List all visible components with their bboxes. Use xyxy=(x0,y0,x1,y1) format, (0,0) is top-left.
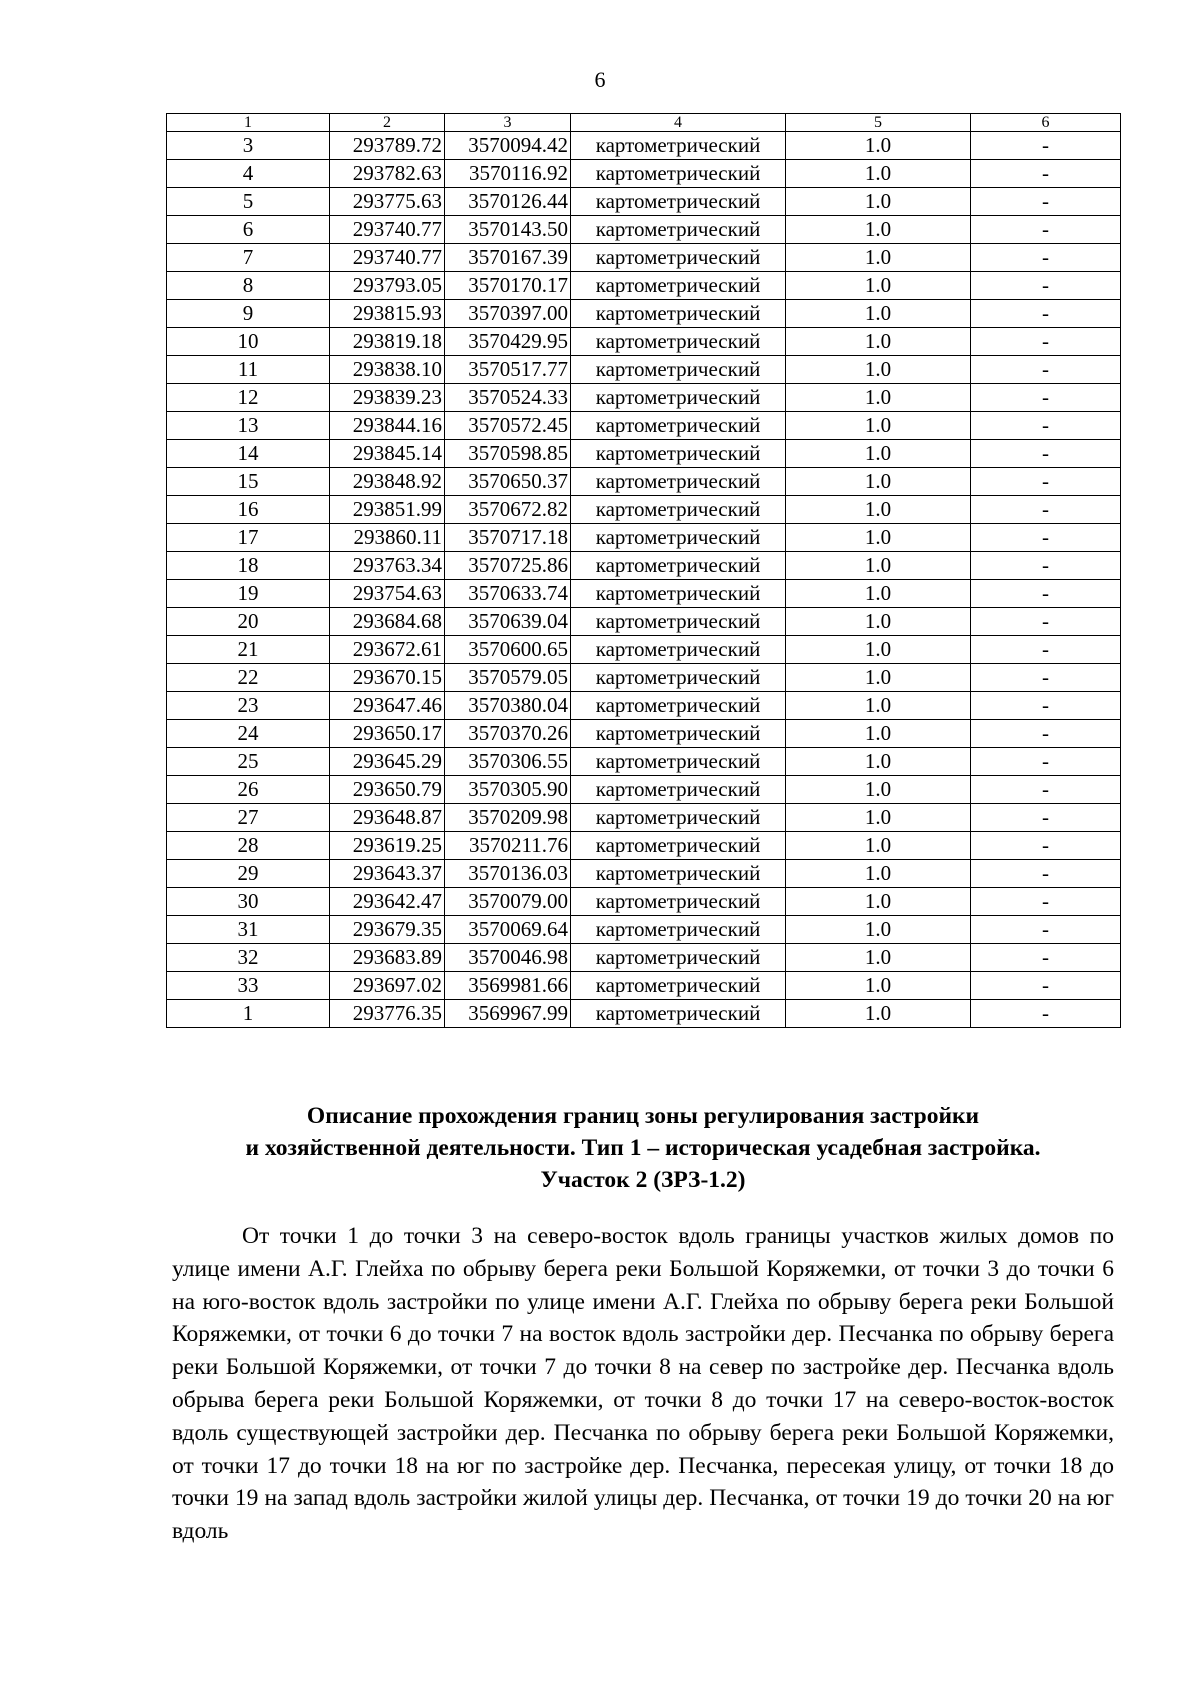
y-coordinate-cell: 3570069.64 xyxy=(445,916,571,944)
method-cell: картометрический xyxy=(571,468,786,496)
heading-line: и хозяйственной деятельности. Тип 1 – историческая усадебная застройка. xyxy=(245,1135,1041,1161)
method-cell: картометрический xyxy=(571,888,786,916)
note-cell: - xyxy=(971,636,1121,664)
column-header: 1 xyxy=(167,114,330,132)
y-coordinate-cell: 3570517.77 xyxy=(445,356,571,384)
note-cell: - xyxy=(971,356,1121,384)
accuracy-cell: 1.0 xyxy=(786,132,971,160)
column-header: 3 xyxy=(445,114,571,132)
x-coordinate-cell: 293672.61 xyxy=(330,636,445,664)
point-number-cell: 33 xyxy=(167,972,330,1000)
table-row xyxy=(167,692,1121,720)
accuracy-cell: 1.0 xyxy=(786,720,971,748)
table-row xyxy=(167,468,1121,496)
note-cell: - xyxy=(971,384,1121,412)
note-cell: - xyxy=(971,328,1121,356)
table-row xyxy=(167,216,1121,244)
table-row xyxy=(167,720,1121,748)
y-coordinate-cell: 3570650.37 xyxy=(445,468,571,496)
accuracy-cell: 1.0 xyxy=(786,300,971,328)
method-cell: картометрический xyxy=(571,412,786,440)
method-cell: картометрический xyxy=(571,160,786,188)
note-cell: - xyxy=(971,580,1121,608)
point-number-cell: 9 xyxy=(167,300,330,328)
accuracy-cell: 1.0 xyxy=(786,636,971,664)
table-row xyxy=(167,384,1121,412)
note-cell: - xyxy=(971,832,1121,860)
accuracy-cell: 1.0 xyxy=(786,244,971,272)
x-coordinate-cell: 293684.68 xyxy=(330,608,445,636)
accuracy-cell: 1.0 xyxy=(786,496,971,524)
page-number: 6 xyxy=(594,67,606,92)
accuracy-cell: 1.0 xyxy=(786,916,971,944)
x-coordinate-cell: 293643.37 xyxy=(330,860,445,888)
accuracy-cell: 1.0 xyxy=(786,440,971,468)
y-coordinate-cell: 3570600.65 xyxy=(445,636,571,664)
point-number-cell: 20 xyxy=(167,608,330,636)
y-coordinate-cell: 3570126.44 xyxy=(445,188,571,216)
accuracy-cell: 1.0 xyxy=(786,188,971,216)
note-cell: - xyxy=(971,720,1121,748)
y-coordinate-cell: 3570598.85 xyxy=(445,440,571,468)
note-cell: - xyxy=(971,860,1121,888)
note-cell: - xyxy=(971,972,1121,1000)
y-coordinate-cell: 3570094.42 xyxy=(445,132,571,160)
table-row xyxy=(167,132,1121,160)
point-number-cell: 30 xyxy=(167,888,330,916)
y-coordinate-cell: 3569967.99 xyxy=(445,1000,571,1028)
y-coordinate-cell: 3570305.90 xyxy=(445,776,571,804)
method-cell: картометрический xyxy=(571,804,786,832)
note-cell: - xyxy=(971,664,1121,692)
accuracy-cell: 1.0 xyxy=(786,272,971,300)
method-cell: картометрический xyxy=(571,524,786,552)
point-number-cell: 8 xyxy=(167,272,330,300)
table-row xyxy=(167,916,1121,944)
note-cell: - xyxy=(971,916,1121,944)
point-number-cell: 15 xyxy=(167,468,330,496)
method-cell: картометрический xyxy=(571,832,786,860)
accuracy-cell: 1.0 xyxy=(786,748,971,776)
y-coordinate-cell: 3570116.92 xyxy=(445,160,571,188)
point-number-cell: 11 xyxy=(167,356,330,384)
point-number-cell: 18 xyxy=(167,552,330,580)
method-cell: картометрический xyxy=(571,440,786,468)
point-number-cell: 28 xyxy=(167,832,330,860)
y-coordinate-cell: 3570524.33 xyxy=(445,384,571,412)
method-cell: картометрический xyxy=(571,664,786,692)
point-number-cell: 22 xyxy=(167,664,330,692)
y-coordinate-cell: 3570167.39 xyxy=(445,244,571,272)
point-number-cell: 19 xyxy=(167,580,330,608)
accuracy-cell: 1.0 xyxy=(786,216,971,244)
table-row xyxy=(167,356,1121,384)
y-coordinate-cell: 3570170.17 xyxy=(445,272,571,300)
note-cell: - xyxy=(971,944,1121,972)
note-cell: - xyxy=(971,748,1121,776)
note-cell: - xyxy=(971,440,1121,468)
point-number-cell: 7 xyxy=(167,244,330,272)
accuracy-cell: 1.0 xyxy=(786,552,971,580)
point-number-cell: 29 xyxy=(167,860,330,888)
method-cell: картометрический xyxy=(571,916,786,944)
note-cell: - xyxy=(971,496,1121,524)
method-cell: картометрический xyxy=(571,1000,786,1028)
x-coordinate-cell: 293642.47 xyxy=(330,888,445,916)
y-coordinate-cell: 3570572.45 xyxy=(445,412,571,440)
accuracy-cell: 1.0 xyxy=(786,832,971,860)
point-number-cell: 5 xyxy=(167,188,330,216)
y-coordinate-cell: 3570429.95 xyxy=(445,328,571,356)
note-cell: - xyxy=(971,804,1121,832)
table-row xyxy=(167,580,1121,608)
accuracy-cell: 1.0 xyxy=(786,160,971,188)
table-row xyxy=(167,944,1121,972)
x-coordinate-cell: 293619.25 xyxy=(330,832,445,860)
table-row xyxy=(167,1000,1121,1028)
note-cell: - xyxy=(971,524,1121,552)
note-cell: - xyxy=(971,468,1121,496)
note-cell: - xyxy=(971,888,1121,916)
point-number-cell: 4 xyxy=(167,160,330,188)
accuracy-cell: 1.0 xyxy=(786,664,971,692)
point-number-cell: 17 xyxy=(167,524,330,552)
column-header: 2 xyxy=(330,114,445,132)
accuracy-cell: 1.0 xyxy=(786,468,971,496)
point-number-cell: 13 xyxy=(167,412,330,440)
table-row xyxy=(167,748,1121,776)
method-cell: картометрический xyxy=(571,300,786,328)
method-cell: картометрический xyxy=(571,748,786,776)
y-coordinate-cell: 3570211.76 xyxy=(445,832,571,860)
x-coordinate-cell: 293647.46 xyxy=(330,692,445,720)
note-cell: - xyxy=(971,776,1121,804)
note-cell: - xyxy=(971,692,1121,720)
accuracy-cell: 1.0 xyxy=(786,944,971,972)
x-coordinate-cell: 293860.11 xyxy=(330,524,445,552)
x-coordinate-cell: 293679.35 xyxy=(330,916,445,944)
accuracy-cell: 1.0 xyxy=(786,692,971,720)
method-cell: картометрический xyxy=(571,860,786,888)
accuracy-cell: 1.0 xyxy=(786,580,971,608)
y-coordinate-cell: 3570397.00 xyxy=(445,300,571,328)
note-cell: - xyxy=(971,272,1121,300)
accuracy-cell: 1.0 xyxy=(786,776,971,804)
point-number-cell: 24 xyxy=(167,720,330,748)
x-coordinate-cell: 293754.63 xyxy=(330,580,445,608)
column-header: 5 xyxy=(786,114,971,132)
y-coordinate-cell: 3569981.66 xyxy=(445,972,571,1000)
table-row xyxy=(167,804,1121,832)
column-header: 4 xyxy=(571,114,786,132)
note-cell: - xyxy=(971,188,1121,216)
table-row xyxy=(167,244,1121,272)
x-coordinate-cell: 293845.14 xyxy=(330,440,445,468)
x-coordinate-cell: 293670.15 xyxy=(330,664,445,692)
x-coordinate-cell: 293776.35 xyxy=(330,1000,445,1028)
y-coordinate-cell: 3570136.03 xyxy=(445,860,571,888)
method-cell: картометрический xyxy=(571,356,786,384)
method-cell: картометрический xyxy=(571,384,786,412)
accuracy-cell: 1.0 xyxy=(786,412,971,440)
point-number-cell: 23 xyxy=(167,692,330,720)
method-cell: картометрический xyxy=(571,552,786,580)
y-coordinate-cell: 3570579.05 xyxy=(445,664,571,692)
x-coordinate-cell: 293819.18 xyxy=(330,328,445,356)
y-coordinate-cell: 3570633.74 xyxy=(445,580,571,608)
x-coordinate-cell: 293851.99 xyxy=(330,496,445,524)
x-coordinate-cell: 293645.29 xyxy=(330,748,445,776)
x-coordinate-cell: 293848.92 xyxy=(330,468,445,496)
point-number-cell: 6 xyxy=(167,216,330,244)
method-cell: картометрический xyxy=(571,636,786,664)
accuracy-cell: 1.0 xyxy=(786,608,971,636)
table-row xyxy=(167,664,1121,692)
accuracy-cell: 1.0 xyxy=(786,384,971,412)
y-coordinate-cell: 3570209.98 xyxy=(445,804,571,832)
point-number-cell: 16 xyxy=(167,496,330,524)
heading-line: Описание прохождения границ зоны регулирования застройки xyxy=(306,1103,980,1129)
note-cell: - xyxy=(971,160,1121,188)
table-row xyxy=(167,636,1121,664)
method-cell: картометрический xyxy=(571,188,786,216)
point-number-cell: 12 xyxy=(167,384,330,412)
table-row xyxy=(167,496,1121,524)
note-cell: - xyxy=(971,132,1121,160)
table-row xyxy=(167,300,1121,328)
table-row xyxy=(167,888,1121,916)
method-cell: картометрический xyxy=(571,328,786,356)
y-coordinate-cell: 3570370.26 xyxy=(445,720,571,748)
x-coordinate-cell: 293740.77 xyxy=(330,216,445,244)
x-coordinate-cell: 293650.79 xyxy=(330,776,445,804)
note-cell: - xyxy=(971,300,1121,328)
method-cell: картометрический xyxy=(571,496,786,524)
accuracy-cell: 1.0 xyxy=(786,524,971,552)
y-coordinate-cell: 3570725.86 xyxy=(445,552,571,580)
method-cell: картометрический xyxy=(571,272,786,300)
note-cell: - xyxy=(971,412,1121,440)
y-coordinate-cell: 3570672.82 xyxy=(445,496,571,524)
x-coordinate-cell: 293782.63 xyxy=(330,160,445,188)
y-coordinate-cell: 3570380.04 xyxy=(445,692,571,720)
x-coordinate-cell: 293844.16 xyxy=(330,412,445,440)
point-number-cell: 31 xyxy=(167,916,330,944)
point-number-cell: 1 xyxy=(167,1000,330,1028)
x-coordinate-cell: 293793.05 xyxy=(330,272,445,300)
column-header: 6 xyxy=(971,114,1121,132)
note-cell: - xyxy=(971,552,1121,580)
table-row xyxy=(167,328,1121,356)
x-coordinate-cell: 293683.89 xyxy=(330,944,445,972)
table-row xyxy=(167,524,1121,552)
x-coordinate-cell: 293839.23 xyxy=(330,384,445,412)
x-coordinate-cell: 293650.17 xyxy=(330,720,445,748)
table-header-row xyxy=(167,114,1121,132)
accuracy-cell: 1.0 xyxy=(786,356,971,384)
method-cell: картометрический xyxy=(571,692,786,720)
point-number-cell: 14 xyxy=(167,440,330,468)
point-number-cell: 27 xyxy=(167,804,330,832)
point-number-cell: 10 xyxy=(167,328,330,356)
x-coordinate-cell: 293648.87 xyxy=(330,804,445,832)
accuracy-cell: 1.0 xyxy=(786,804,971,832)
x-coordinate-cell: 293697.02 xyxy=(330,972,445,1000)
table-row xyxy=(167,860,1121,888)
method-cell: картометрический xyxy=(571,720,786,748)
table-body xyxy=(167,132,1121,1028)
x-coordinate-cell: 293763.34 xyxy=(330,552,445,580)
y-coordinate-cell: 3570143.50 xyxy=(445,216,571,244)
y-coordinate-cell: 3570306.55 xyxy=(445,748,571,776)
method-cell: картометрический xyxy=(571,776,786,804)
table-row xyxy=(167,552,1121,580)
x-coordinate-cell: 293838.10 xyxy=(330,356,445,384)
coordinates-table xyxy=(166,113,1121,1028)
table-row xyxy=(167,440,1121,468)
accuracy-cell: 1.0 xyxy=(786,1000,971,1028)
x-coordinate-cell: 293789.72 xyxy=(330,132,445,160)
note-cell: - xyxy=(971,608,1121,636)
table-row xyxy=(167,160,1121,188)
x-coordinate-cell: 293775.63 xyxy=(330,188,445,216)
table-row xyxy=(167,608,1121,636)
heading-line: Участок 2 (ЗРЗ-1.2) xyxy=(540,1167,746,1193)
point-number-cell: 21 xyxy=(167,636,330,664)
table-row xyxy=(167,188,1121,216)
point-number-cell: 32 xyxy=(167,944,330,972)
table-row xyxy=(167,412,1121,440)
method-cell: картометрический xyxy=(571,132,786,160)
table-row xyxy=(167,972,1121,1000)
x-coordinate-cell: 293815.93 xyxy=(330,300,445,328)
method-cell: картометрический xyxy=(571,216,786,244)
y-coordinate-cell: 3570639.04 xyxy=(445,608,571,636)
accuracy-cell: 1.0 xyxy=(786,860,971,888)
method-cell: картометрический xyxy=(571,972,786,1000)
note-cell: - xyxy=(971,1000,1121,1028)
description-paragraph: От точки 1 до точки 3 на северо-восток вдоль границы участков жилых домов по улице имени А.Г. Глейха по обрыву берега реки Большой Коряжемки, от точки 3 до точки 6 на юго-восток вдоль застройки по улице имени А.Г. Глейха по обрыву берега реки Большой Коряжемки, от точки 6 до точки 7 на восток вдоль застройки дер. Песчанка по обрыву берега реки Большой Коряжемки, от точки 7 до точки 8 на север по застройке дер. Песчанка вдоль обрыва берега реки Большой Коряжемки, от точки 8 до точки 17 на северо-восток-восток вдоль существующей застройки дер. Песчанка по обрыву берега реки Большой Коряжемки, от точки 17 до точки 18 на юг по застройке дер. Песчанка, пересекая улицу, от точки 18 до точки 19 на запад вдоль застройки жилой улицы дер. Песчанка, от точки 19 до точки 20 на юг вдоль xyxy=(172,1223,1114,1545)
y-coordinate-cell: 3570046.98 xyxy=(445,944,571,972)
method-cell: картометрический xyxy=(571,244,786,272)
table-row xyxy=(167,776,1121,804)
y-coordinate-cell: 3570079.00 xyxy=(445,888,571,916)
x-coordinate-cell: 293740.77 xyxy=(330,244,445,272)
method-cell: картометрический xyxy=(571,580,786,608)
note-cell: - xyxy=(971,244,1121,272)
method-cell: картометрический xyxy=(571,608,786,636)
accuracy-cell: 1.0 xyxy=(786,328,971,356)
point-number-cell: 25 xyxy=(167,748,330,776)
table-row xyxy=(167,832,1121,860)
point-number-cell: 26 xyxy=(167,776,330,804)
accuracy-cell: 1.0 xyxy=(786,972,971,1000)
section-heading xyxy=(166,1100,1120,1196)
y-coordinate-cell: 3570717.18 xyxy=(445,524,571,552)
table-row xyxy=(167,272,1121,300)
point-number-cell: 3 xyxy=(167,132,330,160)
method-cell: картометрический xyxy=(571,944,786,972)
accuracy-cell: 1.0 xyxy=(786,888,971,916)
note-cell: - xyxy=(971,216,1121,244)
